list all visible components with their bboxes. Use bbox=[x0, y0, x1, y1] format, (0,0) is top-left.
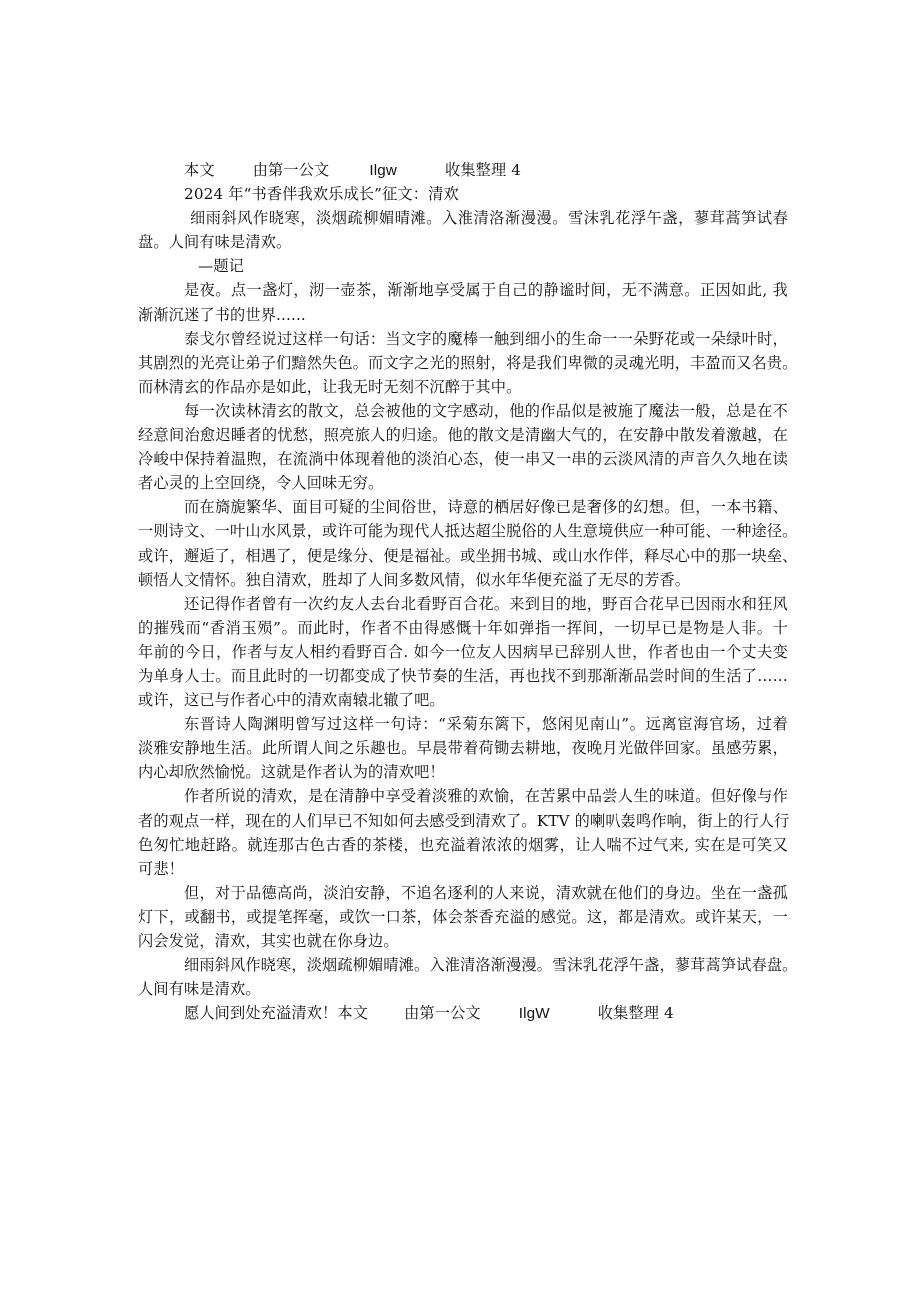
paragraph-line: 者的观点一样，现在的人们早已不知如何去感受到清欢了。KTV 的喇叭轰鸣作响，街上的行人行 bbox=[138, 811, 790, 830]
paragraph-line: 淡雅安静地生活。此所谓人间之乐趣也。早晨带着荷锄去耕地，夜晚月光做伴回家。虽感劳累， bbox=[138, 739, 788, 758]
paragraph bbox=[138, 399, 788, 495]
paragraph-line: 作者所说的清欢，是在清静中享受着淡雅的欢愉，在苦累中品尝人生的味道。但好像与作 bbox=[184, 787, 788, 806]
paragraph bbox=[138, 953, 798, 1001]
footer-text-3: IlgW bbox=[518, 1005, 550, 1023]
paragraph-line: 的摧残而“香消玉殒”。而此时，作者不由得感慨十年如弹指一挥间，一切早已是物是人非。十 bbox=[138, 618, 788, 637]
paragraph-line: 是夜。点一盏灯，沏一壶茶，渐渐地享受属于自己的静谧时间，无不满意。正因如此, 我 bbox=[184, 281, 788, 300]
header-text-3: Ilgw bbox=[369, 162, 397, 179]
header-text-1: 本文 bbox=[184, 161, 215, 179]
paragraph-line: 年前的今日，作者与友人相约看野百合. 如今一位友人因病早已辞别人世，作者也由一个丈夫变 bbox=[138, 642, 788, 661]
paragraph-line: 冷峻中保持着温煦，在流淌中体现着他的淡泊心态，使一串又一串的云淡风清的声音久久地在读 bbox=[138, 450, 788, 469]
poem-line-2: 盘。人间有味是清欢。 bbox=[138, 233, 292, 252]
paragraph-line: 闪会发觉，清欢，其实也就在你身边。 bbox=[138, 932, 399, 950]
paragraph-line: 灯下，或翻书，或提笔挥毫，或饮一口茶，体会茶香充溢的感觉。这，都是清欢。或许某天，一 bbox=[138, 907, 788, 926]
paragraph-line: 还记得作者曾有一次约友人去台北看野百合花。来到目的地，野百合花早已因雨水和狂风 bbox=[184, 594, 788, 613]
paragraph bbox=[138, 784, 788, 880]
footer-line bbox=[138, 1001, 788, 1025]
header-text-2: 由第一公文 bbox=[252, 161, 330, 179]
paragraph-line: 细雨斜风作晓寒，淡烟疏柳媚晴滩。入淮清洛渐漫漫。雪沫乳花浮午盏，蓼茸蒿笋试春盘。 bbox=[184, 956, 798, 975]
paragraph-line: 或许，邂逅了，相遇了，便是缘分、便是福祉。或坐拥书城、或山水作伴，释尽心中的那一块垒、 bbox=[138, 546, 798, 565]
paragraph-line: 色匆忙地赶路。就连那古色古香的茶楼，也充溢着浓浓的烟雾，让人喘不过气来, 实在是可笑又 bbox=[138, 835, 788, 854]
paragraph-line: 人间有味是清欢。 bbox=[138, 980, 261, 999]
paragraph-line: 者心灵的上空回绕，令人回味无穷。 bbox=[138, 474, 384, 493]
paragraph-line: 可悲！ bbox=[138, 859, 185, 878]
paragraph bbox=[138, 592, 788, 712]
paragraph bbox=[138, 712, 788, 784]
paragraph-line: 而在旖旎繁华、面目可疑的尘间俗世，诗意的栖居好像已是奢侈的幻想。但，一本书籍、 bbox=[184, 498, 788, 517]
paragraph-line: 经意间治愈迟睡者的忧愁，照亮旅人的归途。他的散文是清幽大气的，在安静中散发着激越，在 bbox=[138, 426, 788, 445]
paragraph-line: 内心却欣然愉悦。这就是作者认为的清欢吧！ bbox=[138, 763, 445, 782]
paragraph-line: 或许，这已与作者心中的清欢南辕北辙了吧。 bbox=[138, 691, 445, 710]
document-body bbox=[138, 158, 798, 1025]
header-text-4: 收集整理 4 bbox=[444, 161, 522, 179]
paragraph-line: 渐渐沉迷了书的世界...... bbox=[138, 305, 306, 324]
epigraph: —题记 bbox=[198, 257, 245, 276]
paragraph-line: 一则诗文、一叶山水风景，或许可能为现代人抵达超尘脱俗的人生意境供应一种可能、一种途径。 bbox=[138, 522, 798, 541]
poem-line-1: 细雨斜风作晓寒，淡烟疏柳媚晴滩。入淮清洛渐漫漫。雪沫乳花浮午盏，蓼茸蒿笋试春 bbox=[190, 209, 788, 228]
paragraph bbox=[138, 278, 788, 326]
footer-text-2: 由第一公文 bbox=[404, 1004, 481, 1023]
footer-text-1: 愿人间到处充溢清欢！本文 bbox=[184, 1004, 369, 1023]
header-line bbox=[138, 158, 788, 182]
paragraph-line: 其剧烈的光亮让弟子们黯然失色。而文字之光的照射，将是我们卑微的灵魂光明，丰盈而又名贵。 bbox=[138, 353, 798, 372]
paragraph bbox=[138, 327, 798, 399]
paragraph-line: 为单身人士。而且此时的一切都变成了快节奏的生活，再也找不到那渐渐品尝时间的生活了…… bbox=[138, 666, 788, 685]
footer-text-4: 收集整理 4 bbox=[597, 1004, 674, 1023]
paragraph-line: 而林清玄的作品亦是如此，让我无时无刻不沉醉于其中。 bbox=[138, 377, 522, 396]
document-title: 2024 年“书香伴我欢乐成长”征文：清欢 bbox=[184, 185, 459, 204]
paragraph bbox=[138, 495, 798, 591]
paragraph-line: 东晋诗人陶渊明曾写过这样一句诗：“采菊东篱下，悠闲见南山”。远离宦海官场，过着 bbox=[184, 715, 788, 734]
paragraph-line: 但，对于品德高尚，淡泊安静，不追名逐利的人来说，清欢就在他们的身边。坐在一盏孤 bbox=[184, 883, 788, 902]
paragraph-line: 顿悟人文情怀。独自清欢，胜却了人间多数风情，似水年华便充溢了无尽的芳香。 bbox=[138, 570, 691, 589]
paragraph bbox=[138, 881, 788, 953]
paragraph-line: 每一次读林清玄的散文，总会被他的文字感动，他的作品似是被施了魔法一般，总是在不 bbox=[184, 401, 788, 420]
paragraph-line: 泰戈尔曾经说过这样一句话：当文字的魔棒一触到细小的生命一一朵野花或一朵绿叶时， bbox=[184, 329, 788, 348]
